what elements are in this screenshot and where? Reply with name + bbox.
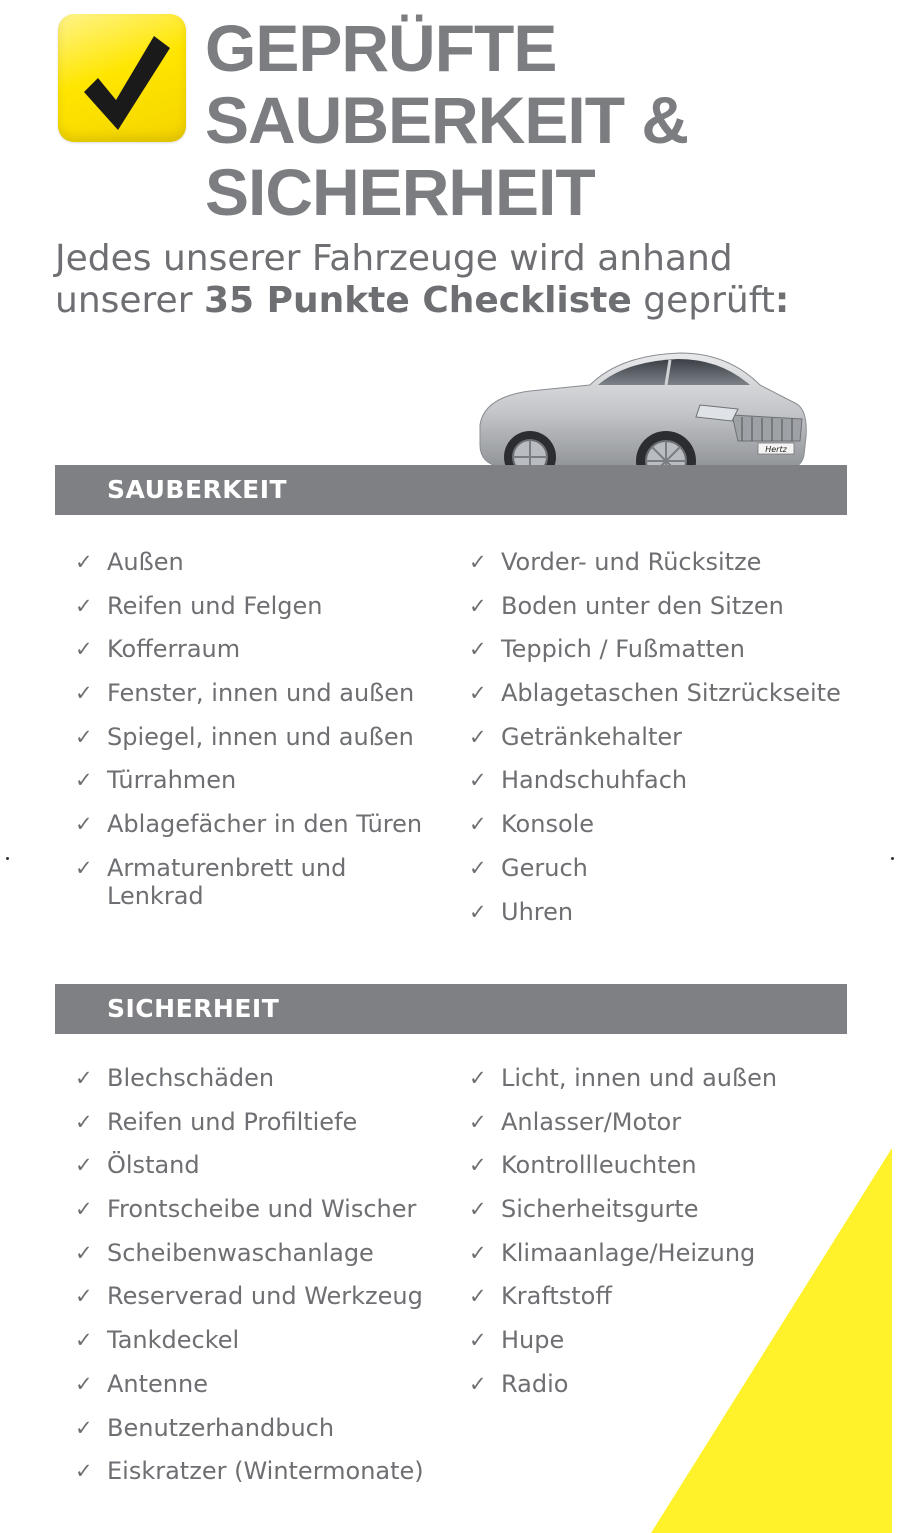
list-item: ✓ Reifen und Felgen: [75, 592, 445, 620]
list-item: ✓ Uhren: [469, 898, 869, 926]
list-item: ✓ Ölstand: [75, 1151, 455, 1179]
subtitle-colon: :: [774, 280, 790, 321]
list-item: ✓ Außen: [75, 548, 445, 576]
list-item: ✓ Frontscheibe und Wischer: [75, 1195, 455, 1223]
checkmark-icon: [58, 14, 186, 142]
list-item: ✓ Tankdeckel: [75, 1326, 455, 1354]
checklist-highlight: 35 Punkte Checkliste: [203, 280, 632, 321]
list-item: ✓ Antenne: [75, 1370, 455, 1398]
section-heading: SICHERHEIT: [107, 994, 280, 1023]
list-item: ✓ Geruch: [469, 854, 869, 882]
plate-text: Hertz: [765, 445, 787, 454]
list-item: ✓ Eiskratzer (Wintermonate): [75, 1457, 455, 1485]
list-item: ✓ Benutzerhandbuch: [75, 1414, 455, 1442]
list-item: ✓ Kofferraum: [75, 635, 445, 663]
section-header-sicherheit: [55, 984, 847, 1034]
checkmark-logo: [58, 14, 186, 142]
list-item: ✓ Anlasser/Motor: [469, 1108, 869, 1136]
list-item: ✓ Radio: [469, 1370, 869, 1398]
subtitle-text: geprüft: [631, 280, 775, 321]
list-item: ✓ Handschuhfach: [469, 766, 869, 794]
section-heading: SAUBERKEIT: [107, 475, 288, 504]
margin-dot: [891, 857, 894, 860]
margin-dot: [6, 857, 9, 860]
page-title: [205, 12, 688, 228]
sauberkeit-list-right: [469, 548, 869, 941]
list-item: ✓ Scheibenwaschanlage: [75, 1239, 455, 1267]
list-item: ✓ Türrahmen: [75, 766, 445, 794]
list-item: ✓ Spiegel, innen und außen: [75, 723, 445, 751]
list-item: ✓ Ablagefächer in den Türen: [75, 810, 445, 838]
sauberkeit-list-left: [75, 548, 445, 926]
sicherheit-list-right: [469, 1064, 869, 1414]
list-item: ✓ Sicherheitsgurte: [469, 1195, 869, 1223]
list-item: ✓ Blechschäden: [75, 1064, 455, 1092]
list-item: ✓ Ablagetaschen Sitzrückseite: [469, 679, 869, 707]
list-item: ✓ Reserverad und Werkzeug: [75, 1282, 455, 1310]
title-line: SAUBERKEIT &: [205, 83, 689, 157]
subtitle-text: unserer: [55, 280, 204, 321]
section-header-sauberkeit: [55, 465, 847, 515]
list-item: ✓ Teppich / Fußmatten: [469, 635, 869, 663]
title-line: GEPRÜFTE: [205, 11, 557, 85]
list-item: ✓ Kraftstoff: [469, 1282, 869, 1310]
list-item: ✓ Boden unter den Sitzen: [469, 592, 869, 620]
list-item: ✓ Armaturenbrett und Lenkrad: [75, 854, 357, 910]
sicherheit-list-left: [75, 1064, 455, 1501]
list-item: ✓ Reifen und Profiltiefe: [75, 1108, 455, 1136]
subtitle: [55, 238, 789, 322]
list-item: ✓ Konsole: [469, 810, 869, 838]
list-item: ✓ Hupe: [469, 1326, 869, 1354]
subtitle-line-2: [55, 280, 789, 322]
subtitle-line-1: Jedes unserer Fahrzeuge wird anhand: [55, 238, 733, 279]
title-line: SICHERHEIT: [205, 155, 595, 229]
list-item: ✓ Vorder- und Rücksitze: [469, 548, 869, 576]
list-item: ✓ Fenster, innen und außen: [75, 679, 445, 707]
list-item: ✓ Klimaanlage/Heizung: [469, 1239, 869, 1267]
list-item: ✓ Licht, innen und außen: [469, 1064, 869, 1092]
list-item: ✓ Kontrollleuchten: [469, 1151, 869, 1179]
list-item: ✓ Getränkehalter: [469, 723, 869, 751]
